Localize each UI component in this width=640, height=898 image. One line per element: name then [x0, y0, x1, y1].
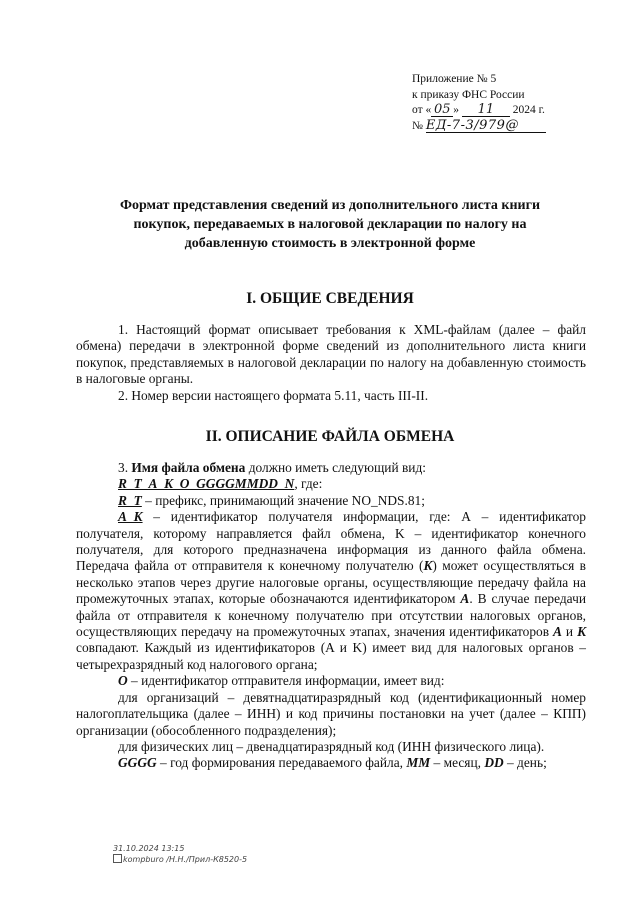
gggg-label: GGGG	[118, 755, 157, 771]
document-title: Формат представления сведений из дополнительного листа книги покупок, передаваемых в налоговой декларации по налогу на добавленную стоимость в электронной форме	[119, 198, 541, 251]
ak-label: A_K	[118, 509, 143, 525]
section-1-body	[76, 322, 586, 404]
ak-text-4: совпадают. Каждый из идентификаторов (A и K) имеет вид для налоговых органов – четырехразрядный код налогового органа;	[76, 640, 586, 672]
org-definition: для организаций – девятнадцатиразрядный код (идентификационный номер налогоплательщика (далее – ИНН) и код причины постановки на учет (далее – КПП) организации (обособленного подразделения);	[76, 689, 586, 738]
annex-header	[412, 72, 592, 134]
annex-line-1: Приложение № 5	[412, 73, 497, 85]
paragraph-1: 1. Настоящий формат описывает требования к XML-файлам (далее – файл обмена) передачи в электронной форме сведений из дополнительного листа книги покупок, представляемых в налоговой декларации по налогу на добавленную стоимость в налоговые органы.	[76, 322, 586, 387]
handwritten-day: 05	[431, 103, 453, 117]
date-year: 2024 г.	[512, 104, 545, 116]
ak-and: и	[561, 624, 578, 640]
filename-pattern: R_T_A_K_O_GGGGMMDD_N	[118, 476, 295, 492]
date-prefix: от «	[412, 104, 432, 116]
handwritten-order-number: ЕД-7-3/979@	[426, 119, 546, 133]
mm-text: – месяц,	[430, 755, 485, 771]
footer-source: kompburo /Н.Н./Прил-К8520-5	[123, 855, 248, 864]
o-text: – идентификатор отправителя информации, имеет вид:	[127, 673, 445, 689]
annex-number-line	[412, 119, 592, 135]
ak-definition	[76, 509, 586, 673]
dd-text: – день;	[503, 755, 547, 771]
document-icon	[113, 854, 122, 863]
filename-pattern-line	[76, 476, 586, 492]
o-label: O	[118, 673, 128, 689]
rt-text: – префикс, принимающий значение NO_NDS.81;	[141, 492, 425, 508]
footer-timestamp: 31.10.2024 13:15	[113, 844, 185, 853]
p3-number: 3.	[118, 460, 132, 475]
ak-text-3: . В случае передачи файла от отправителя к конечному получателю при отсутствии налоговых органов, осуществляющих передачу на промежуточных этапах, значения идентификаторов	[76, 591, 586, 640]
section-2-body	[76, 460, 586, 772]
mm-label: MM	[406, 755, 431, 771]
handwritten-month: 11	[462, 103, 510, 117]
ak-a-2: А	[553, 624, 562, 640]
rt-definition	[76, 493, 586, 509]
rt-label: R_T	[118, 492, 142, 508]
ak-a-1: А	[460, 591, 470, 607]
ak-k-1: K	[423, 558, 433, 574]
dd-label: DD	[484, 755, 504, 771]
section-2-heading: II. ОПИСАНИЕ ФАЙЛА ОБМЕНА	[205, 428, 455, 445]
o-definition	[76, 673, 586, 689]
print-footer	[113, 844, 247, 865]
date-mid: »	[453, 104, 459, 116]
paragraph-3	[76, 460, 586, 476]
ak-text-2: ) может осуществляться в несколько этапов через другие налоговые органы, осуществляющие передачу файла на промежуточных этапах, которые обозначаются идентификатором	[76, 558, 586, 607]
ak-text-1: – идентификатор получателя информации, где: А – идентификатор получателя, которому направляется файл обмена, K – идентификатор конечного получателя, для которого предназначена информация из данного файла обмена. Передача файла от отправителя к конечному получателю (	[76, 509, 586, 574]
footer-source-line	[113, 854, 247, 865]
paragraph-2: 2. Номер версии настоящего формата 5.11, часть III-II.	[118, 387, 429, 403]
individual-definition: для физических лиц – двенадцатиразрядный код (ИНН физического лица).	[118, 738, 545, 754]
date-parts-definition	[76, 755, 586, 771]
p3-rest: должно иметь следующий вид:	[245, 460, 426, 475]
gggg-text: – год формирования передаваемого файла,	[156, 755, 407, 771]
ak-k-2: K	[577, 624, 586, 640]
annex-date-line	[412, 103, 592, 119]
p3-bold-term: Имя файла обмена	[131, 460, 246, 475]
section-1-heading: I. ОБЩИЕ СВЕДЕНИЯ	[246, 290, 414, 307]
annex-line-2: к приказу ФНС России	[412, 88, 525, 101]
filename-suffix: , где:	[294, 476, 323, 492]
number-prefix: №	[412, 119, 423, 132]
